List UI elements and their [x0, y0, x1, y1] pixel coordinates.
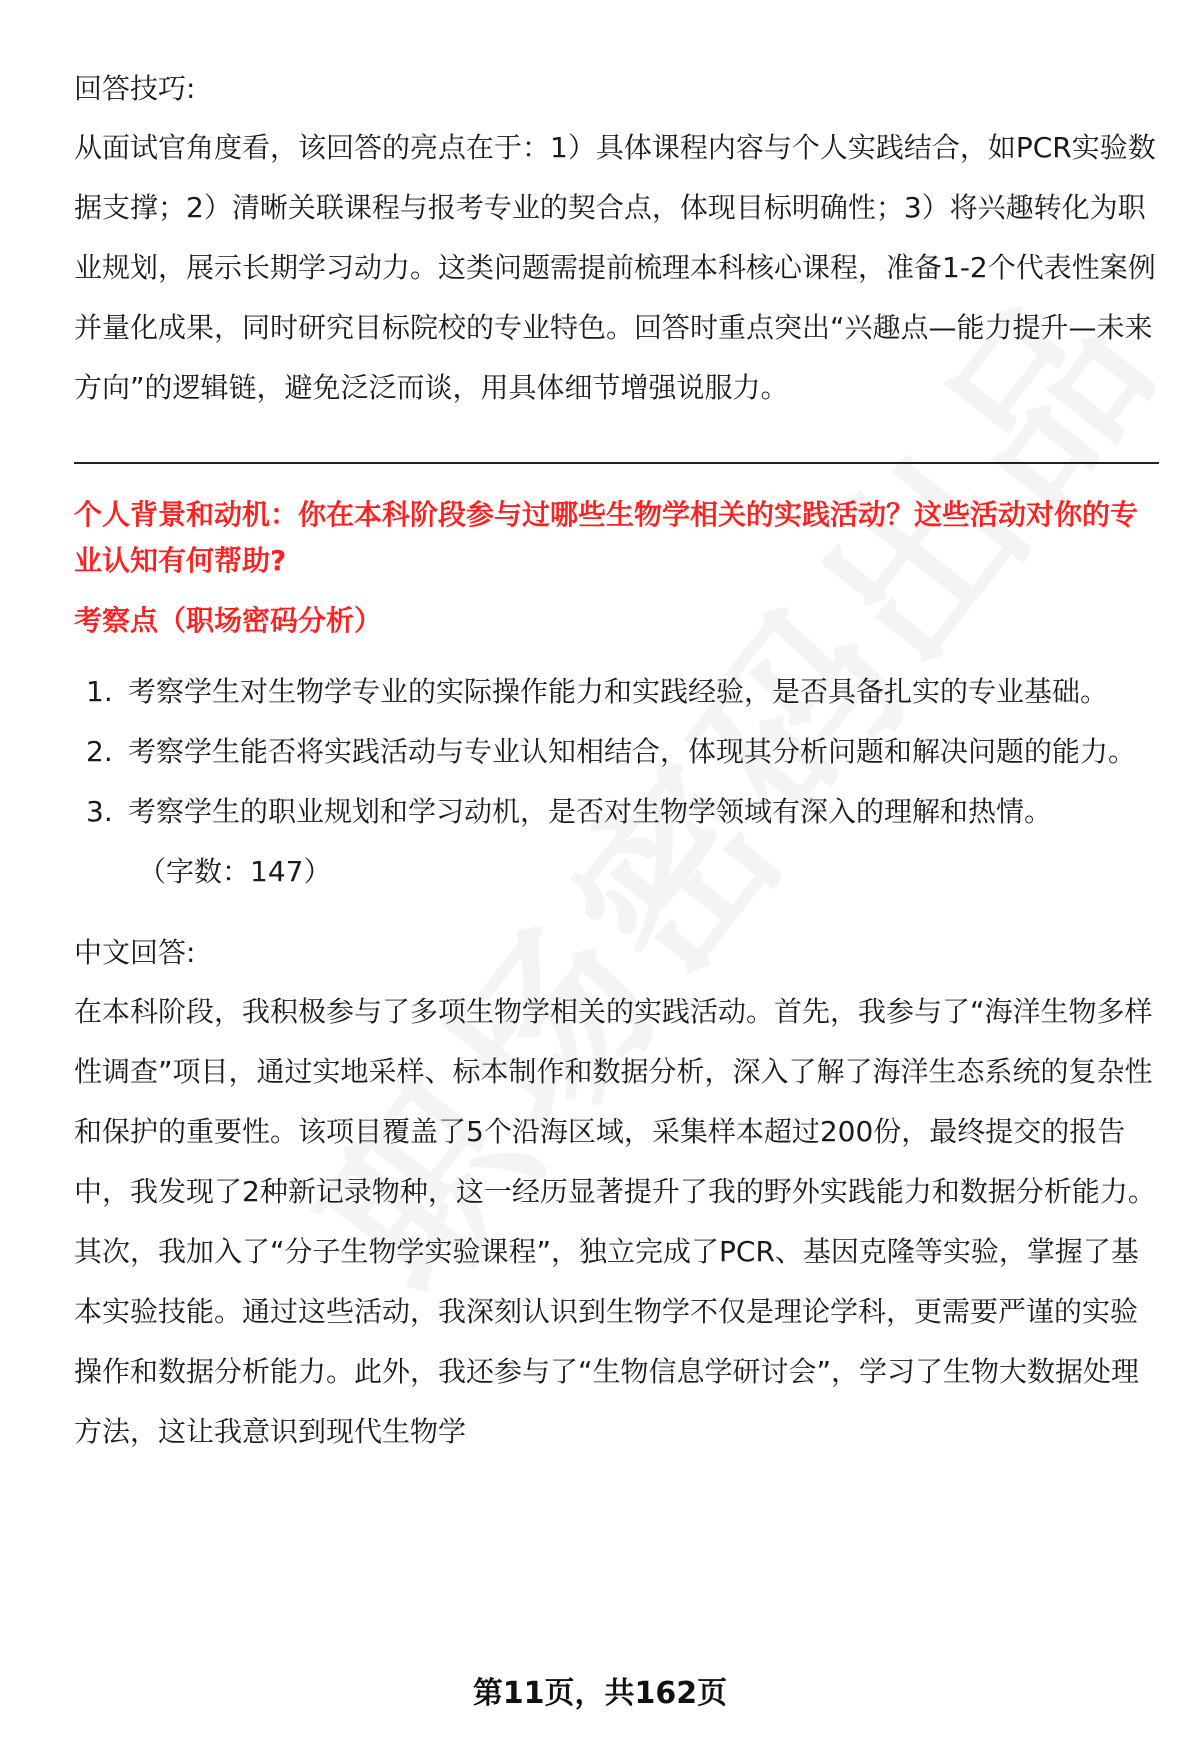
- list-item-text: 考察学生能否将实践活动与专业认知相结合，体现其分析问题和解决问题的能力。: [128, 735, 1137, 768]
- section-divider: [74, 462, 1159, 464]
- list-item: [74, 662, 1159, 722]
- word-count: （字数：147）: [138, 855, 332, 888]
- assessment-list: [74, 662, 1159, 842]
- question-heading: 个人背景和动机：你在本科阶段参与过哪些生物学相关的实践活动？这些活动对你的专业认知有何帮助?: [74, 498, 1139, 577]
- list-item: [74, 782, 1159, 842]
- answer-tips-label: 回答技巧:: [74, 72, 196, 105]
- list-item-number: 3.: [86, 795, 113, 828]
- list-item-text: 考察学生的职业规划和学习动机，是否对生物学领域有深入的理解和热情。: [128, 795, 1053, 828]
- chinese-answer-body: 在本科阶段，我积极参与了多项生物学相关的实践活动。首先，我参与了“海洋生物多样性调查”项目，通过实地采样、标本制作和数据分析，深入了解了海洋生态系统的复杂性和保护的重要性。该项目覆盖了5个沿海区域，采集样本超过200份，最终提交的报告中，我发现了2种新记录物种，这一经历显著提升了我的野外实践能力和数据分析能力。其次，我加入了“分子生物学实验课程”，独立完成了PCR、基因克隆等实验，掌握了基本实验技能。通过这些活动，我深刻认识到生物学不仅是理论学科，更需要严谨的实验操作和数据分析能力。此外，我还参与了“生物信息学研讨会”，学习了生物大数据处理方法，这让我意识到现代生物学: [74, 995, 1156, 1448]
- page-footer: 第11页，共162页: [472, 1676, 728, 1711]
- chinese-answer-label: 中文回答:: [74, 936, 196, 969]
- list-item-number: 2.: [86, 735, 113, 768]
- assessment-heading: 考察点（职场密码分析）: [74, 604, 383, 637]
- list-item: [74, 722, 1159, 782]
- list-item-text: 考察学生对生物学专业的实际操作能力和实践经验，是否具备扎实的专业基础。: [128, 675, 1109, 708]
- list-item-number: 1.: [86, 675, 113, 708]
- answer-tips-body: 从面试官角度看，该回答的亮点在于：1）具体课程内容与个人实践结合，如PCR实验数据支撑；2）清晰关联课程与报考专业的契合点，体现目标明确性；3）将兴趣转化为职业规划，展示长期学习动力。这类问题需提前梳理本科核心课程，准备1-2个代表性案例并量化成果，同时研究目标院校的专业特色。回答时重点突出“兴趣点—能力提升—未来方向”的逻辑链，避免泛泛而谈，用具体细节增强说服力。: [74, 131, 1156, 404]
- page-content: [74, 60, 1159, 1462]
